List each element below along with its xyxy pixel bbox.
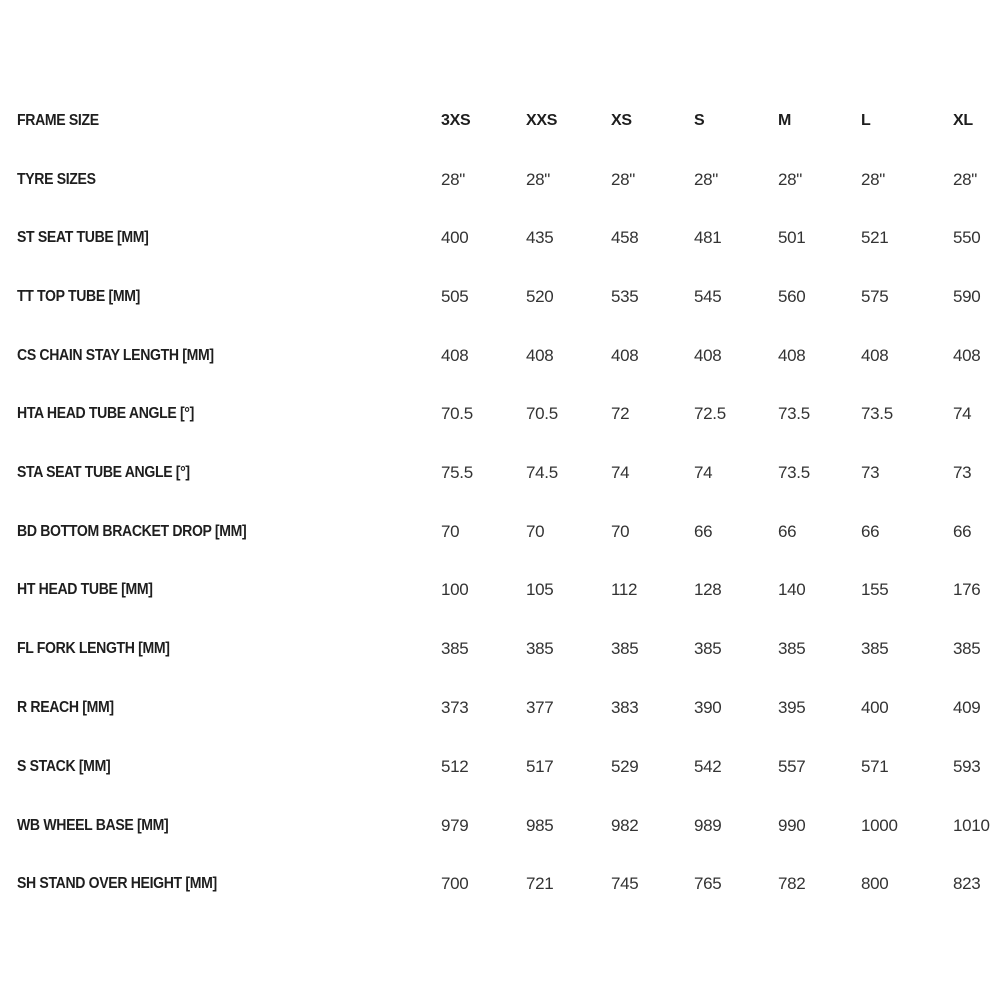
row-label: ST SEAT TUBE [MM] bbox=[17, 229, 149, 246]
table-cell: 112 bbox=[611, 580, 638, 599]
table-cell: 408 bbox=[778, 346, 806, 365]
table-cell: 481 bbox=[694, 228, 722, 247]
table-cell: 70 bbox=[526, 522, 545, 541]
size-header-cell: 3XS bbox=[441, 112, 471, 129]
table-cell: 176 bbox=[953, 580, 981, 599]
table-cell: 70.5 bbox=[526, 404, 558, 423]
table-cell: 73 bbox=[861, 463, 880, 482]
table-cell: 385 bbox=[441, 639, 469, 658]
table-cell: 28" bbox=[953, 170, 978, 189]
table-cell: 74 bbox=[694, 463, 713, 482]
size-header-cell: L bbox=[861, 112, 871, 129]
table-cell: 408 bbox=[441, 346, 469, 365]
table-cell: 505 bbox=[441, 287, 469, 306]
table-cell: 1000 bbox=[861, 816, 898, 835]
row-label: TYRE SIZES bbox=[17, 171, 96, 188]
table-cell: 385 bbox=[861, 639, 889, 658]
table-cell: 385 bbox=[611, 639, 639, 658]
table-cell: 66 bbox=[953, 522, 972, 541]
table-cell: 385 bbox=[526, 639, 554, 658]
table-cell: 70 bbox=[611, 522, 630, 541]
row-label: CS CHAIN STAY LENGTH [MM] bbox=[17, 347, 214, 364]
row-label: TT TOP TUBE [MM] bbox=[17, 288, 140, 305]
row-label: S STACK [MM] bbox=[17, 758, 111, 775]
table-cell: 390 bbox=[694, 698, 722, 717]
table-cell: 155 bbox=[861, 580, 889, 599]
table-row bbox=[0, 634, 1000, 664]
table-row bbox=[0, 458, 1000, 488]
table-cell: 458 bbox=[611, 228, 639, 247]
table-cell: 400 bbox=[861, 698, 889, 717]
row-label: R REACH [MM] bbox=[17, 699, 114, 716]
table-cell: 395 bbox=[778, 698, 806, 717]
table-cell: 73.5 bbox=[778, 404, 810, 423]
table-row bbox=[0, 282, 1000, 312]
table-cell: 408 bbox=[694, 346, 722, 365]
size-header-cell: XL bbox=[953, 112, 973, 129]
table-cell: 28" bbox=[861, 170, 886, 189]
table-cell: 435 bbox=[526, 228, 554, 247]
table-row bbox=[0, 399, 1000, 429]
table-cell: 28" bbox=[441, 170, 466, 189]
table-row bbox=[0, 811, 1000, 841]
table-cell: 979 bbox=[441, 816, 469, 835]
table-row bbox=[0, 223, 1000, 253]
table-row bbox=[0, 517, 1000, 547]
table-cell: 542 bbox=[694, 757, 722, 776]
table-row bbox=[0, 869, 1000, 899]
table-cell: 520 bbox=[526, 287, 554, 306]
table-cell: 377 bbox=[526, 698, 554, 717]
row-label: SH STAND OVER HEIGHT [MM] bbox=[17, 875, 217, 892]
table-row bbox=[0, 341, 1000, 371]
table-cell: 745 bbox=[611, 874, 639, 893]
table-cell: 529 bbox=[611, 757, 639, 776]
table-cell: 590 bbox=[953, 287, 981, 306]
table-cell: 982 bbox=[611, 816, 639, 835]
table-cell: 408 bbox=[526, 346, 554, 365]
table-cell: 408 bbox=[611, 346, 639, 365]
table-cell: 593 bbox=[953, 757, 981, 776]
table-cell: 765 bbox=[694, 874, 722, 893]
table-cell: 73.5 bbox=[861, 404, 893, 423]
table-cell: 385 bbox=[778, 639, 806, 658]
table-cell: 66 bbox=[778, 522, 797, 541]
table-cell: 823 bbox=[953, 874, 981, 893]
table-cell: 385 bbox=[953, 639, 981, 658]
row-label: HT HEAD TUBE [MM] bbox=[17, 581, 153, 598]
table-cell: 74.5 bbox=[526, 463, 558, 482]
table-cell: 721 bbox=[526, 874, 554, 893]
table-cell: 66 bbox=[861, 522, 880, 541]
size-header-cell: XXS bbox=[526, 112, 558, 129]
row-label: FL FORK LENGTH [MM] bbox=[17, 640, 170, 657]
table-cell: 383 bbox=[611, 698, 639, 717]
table-cell: 400 bbox=[441, 228, 469, 247]
table-cell: 70 bbox=[441, 522, 460, 541]
table-cell: 545 bbox=[694, 287, 722, 306]
table-cell: 512 bbox=[441, 757, 469, 776]
table-row bbox=[0, 575, 1000, 605]
table-cell: 74 bbox=[953, 404, 972, 423]
table-row bbox=[0, 165, 1000, 195]
row-label: HTA HEAD TUBE ANGLE [°] bbox=[17, 405, 194, 422]
table-cell: 373 bbox=[441, 698, 469, 717]
table-cell: 385 bbox=[694, 639, 722, 658]
table-cell: 72.5 bbox=[694, 404, 726, 423]
table-cell: 100 bbox=[441, 580, 469, 599]
table-cell: 73.5 bbox=[778, 463, 810, 482]
table-row bbox=[0, 752, 1000, 782]
table-cell: 501 bbox=[778, 228, 806, 247]
table-cell: 28" bbox=[526, 170, 551, 189]
table-cell: 782 bbox=[778, 874, 806, 893]
table-cell: 571 bbox=[861, 757, 889, 776]
table-cell: 408 bbox=[861, 346, 889, 365]
row-label: STA SEAT TUBE ANGLE [°] bbox=[17, 464, 190, 481]
table-cell: 28" bbox=[778, 170, 803, 189]
table-cell: 75.5 bbox=[441, 463, 473, 482]
table-header-row bbox=[0, 106, 1000, 136]
table-cell: 700 bbox=[441, 874, 469, 893]
size-header-cell: XS bbox=[611, 112, 632, 129]
table-cell: 557 bbox=[778, 757, 806, 776]
table-cell: 575 bbox=[861, 287, 889, 306]
table-cell: 70.5 bbox=[441, 404, 473, 423]
table-cell: 517 bbox=[526, 757, 554, 776]
table-cell: 28" bbox=[694, 170, 719, 189]
table-cell: 800 bbox=[861, 874, 889, 893]
table-cell: 128 bbox=[694, 580, 722, 599]
table-cell: 409 bbox=[953, 698, 981, 717]
table-cell: 560 bbox=[778, 287, 806, 306]
table-cell: 140 bbox=[778, 580, 806, 599]
table-cell: 550 bbox=[953, 228, 981, 247]
table-cell: 74 bbox=[611, 463, 630, 482]
table-cell: 989 bbox=[694, 816, 722, 835]
table-cell: 990 bbox=[778, 816, 806, 835]
table-cell: 28" bbox=[611, 170, 636, 189]
frame-size-header: FRAME SIZE bbox=[17, 112, 99, 129]
table-cell: 408 bbox=[953, 346, 981, 365]
size-header-cell: S bbox=[694, 112, 705, 129]
table-cell: 1010 bbox=[953, 816, 990, 835]
table-cell: 66 bbox=[694, 522, 713, 541]
table-cell: 535 bbox=[611, 287, 639, 306]
row-label: BD BOTTOM BRACKET DROP [MM] bbox=[17, 523, 247, 540]
size-header-cell: M bbox=[778, 112, 792, 129]
table-cell: 72 bbox=[611, 404, 630, 423]
row-label: WB WHEEL BASE [MM] bbox=[17, 817, 169, 834]
table-cell: 105 bbox=[526, 580, 554, 599]
table-row bbox=[0, 693, 1000, 723]
table-cell: 985 bbox=[526, 816, 554, 835]
table-cell: 73 bbox=[953, 463, 972, 482]
table-cell: 521 bbox=[861, 228, 889, 247]
